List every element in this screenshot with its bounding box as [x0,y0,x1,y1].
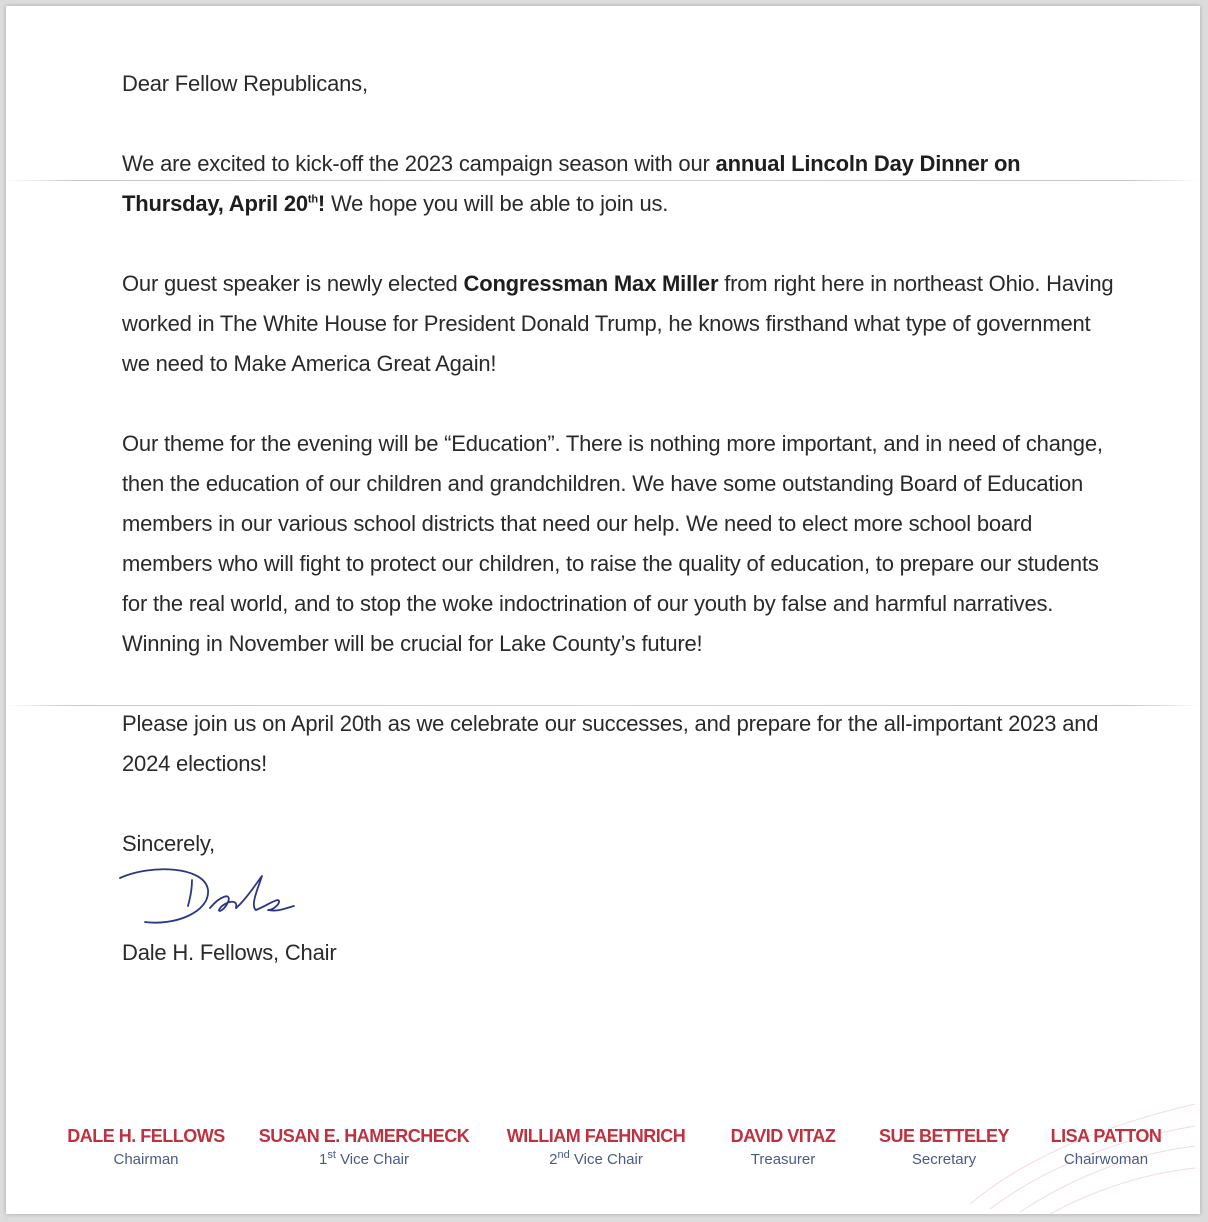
officer-treasurer [731,1123,836,1171]
title-text: Chairwoman [1063,1151,1149,1168]
officer-name: DAVID VITAZ [730,1126,836,1146]
paragraph-dinner-announcement [122,144,1122,224]
officer-secretary [879,1123,1009,1171]
dinner-event-text: annual Lincoln Day Dinner on Thursday, April 20 [122,151,1021,216]
officer-name: LISA PATTON [1050,1126,1162,1146]
title-text: Chairman [113,1151,179,1168]
guest-speaker-name: Congressman Max Miller [463,271,719,296]
salutation: Dear Fellow Republicans, [122,71,368,96]
officer-chairman [67,1123,225,1171]
title-prefix: 1 [319,1151,328,1168]
title-text: Treasurer [750,1151,816,1168]
letter-body [122,64,1122,864]
p1-text: We are excited to kick-off the 2023 campaign season with our [122,151,716,176]
title-text: Vice Chair [340,1151,409,1168]
p2-text-rest: from right here in northeast Ohio. Having worked in The White House for President Donald Trump, he knows firsthand what type of government we need to Make America Great Again! [122,271,1114,376]
paragraph-education-theme: Our theme for the evening will be “Education”. There is nothing more important, and in need of change, then the education of our children and grandchildren. We have some outstanding Board of Education members in our various school districts that need our help. We need to elect more school board members who will fight to protect our children, to raise the quality of education, to prepare our students for the real world, and to stop the woke indoctrination of our youth by false and harmful narratives. Winning in November will be crucial for Lake County’s future! [122,431,1103,656]
dinner-event-exclaim: ! [317,191,326,216]
title-ordinal: nd [557,1149,570,1161]
p2-text: Our guest speaker is newly elected [122,271,464,296]
officer-first-vice-chair [259,1123,470,1171]
officer-title [259,1149,470,1171]
paragraph-guest-speaker [122,264,1122,384]
title-ordinal: st [327,1149,336,1161]
officer-second-vice-chair [507,1123,685,1171]
ordinal-suffix: th [307,193,318,206]
officer-name: SUE BETTELEY [878,1126,1010,1146]
paragraph-invitation: Please join us on April 20th as we celebrate our successes, and prepare for the all-important 2023 and 2024 elections! [122,711,1099,776]
p1-join-text: We hope you will be able to join us. [325,191,669,216]
officers-footer [6,1123,1200,1183]
title-text: Vice Chair [573,1151,643,1168]
letter-page [6,6,1200,1214]
officer-title [67,1149,225,1171]
closing: Sincerely, [122,831,215,856]
title-text: Secretary [911,1151,977,1168]
handwritten-signature [110,856,300,936]
officer-chairwoman [1051,1123,1162,1171]
officer-name: SUSAN E. HAMERCHECK [258,1126,470,1146]
officer-name: DALE H. FELLOWS [67,1126,225,1146]
signer-name: Dale H. Fellows, Chair [122,940,337,965]
officer-title [879,1149,1009,1171]
title-prefix: 2 [549,1151,558,1168]
officer-name: WILLIAM FAEHNRICH [506,1126,686,1146]
officer-title [507,1149,685,1171]
officer-title [731,1149,836,1171]
officer-title [1051,1149,1162,1171]
